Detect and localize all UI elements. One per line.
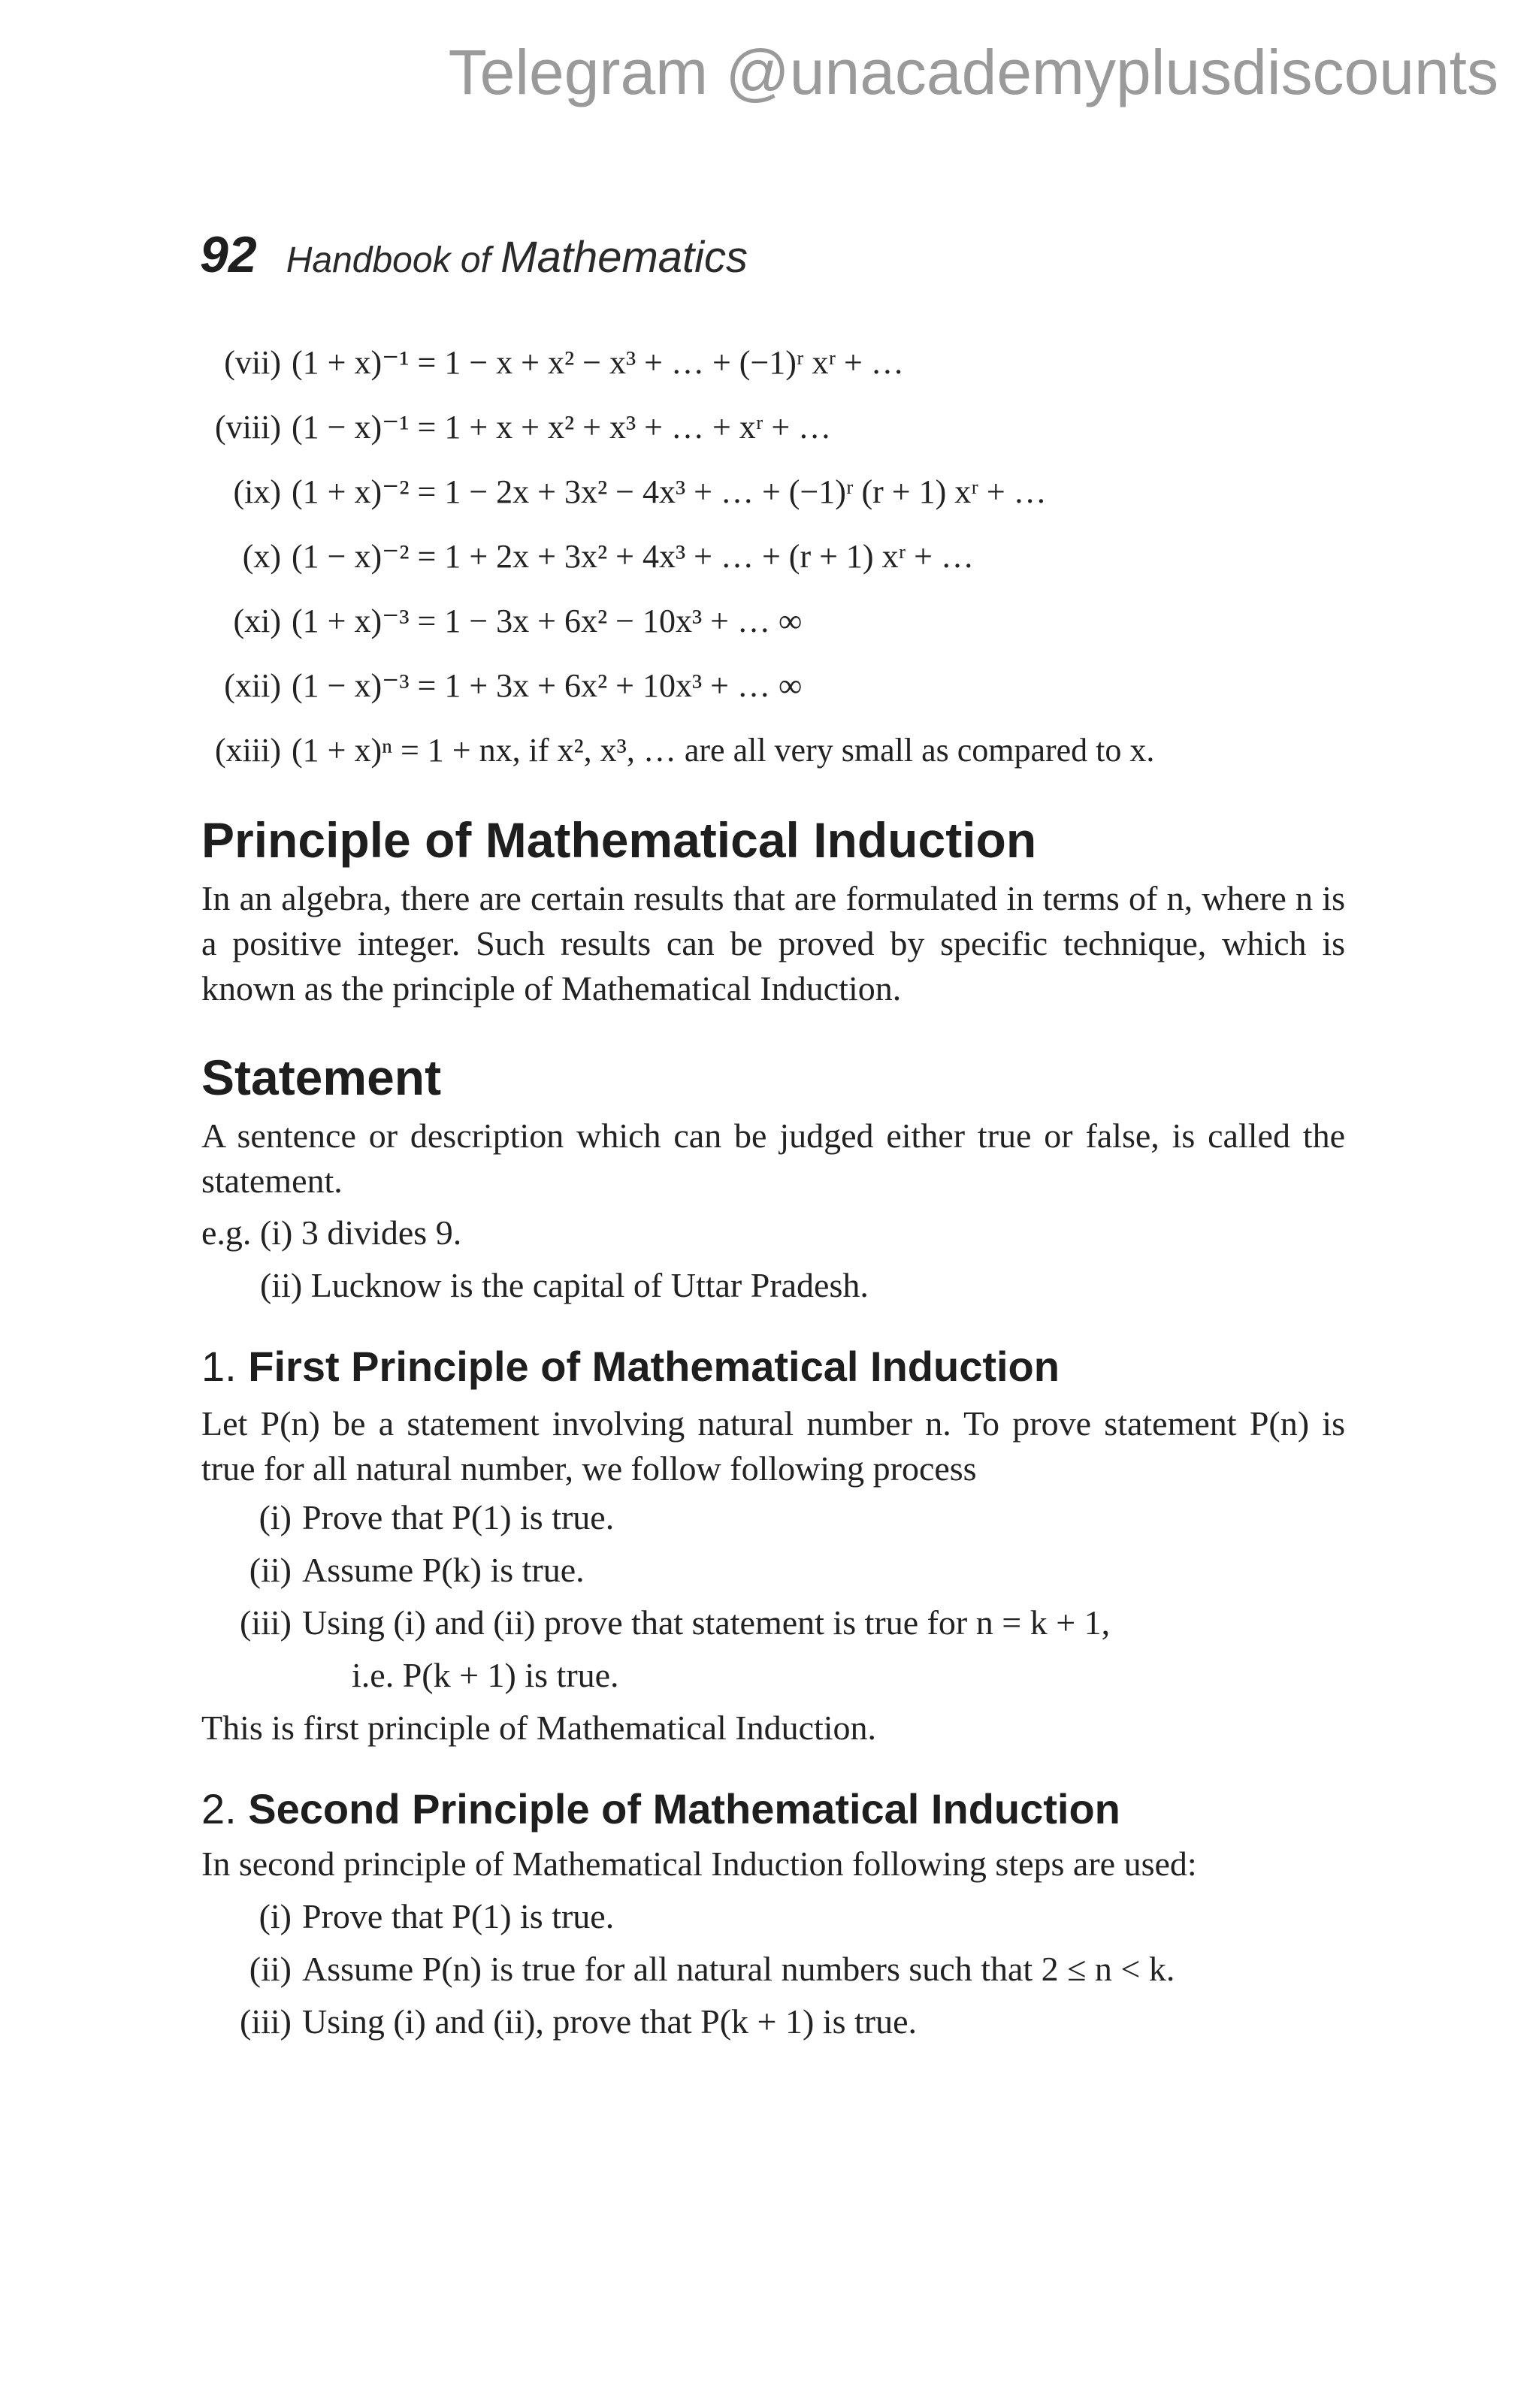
step-continuation: i.e. P(k + 1) is true. <box>352 1656 619 1694</box>
formula-expression: (1 − x)⁻¹ = 1 + x + x² + x³ + … + xʳ + … <box>292 409 832 446</box>
formula-number: (vii) <box>224 344 281 381</box>
step-number: (i) <box>259 1897 292 1935</box>
statement-paragraph: A sentence or description which can be judged either true or false, is called the statement. <box>201 1116 1345 1200</box>
step-text: Using (i) and (ii), prove that P(k + 1) is true. <box>302 2002 918 2041</box>
section-heading-induction: Principle of Mathematical Induction <box>201 812 1037 868</box>
formula-expression: (1 + x)ⁿ = 1 + nx, if x², x³, … are all very small as compared to x. <box>292 732 1155 769</box>
step-item <box>201 1491 1345 1544</box>
subsection-number: 2. <box>201 1785 237 1832</box>
induction-paragraph: In an algebra, there are certain results that are formulated in terms of n, where n is a positive integer. Such results can be proved by specific technique, which is known as the principle of Mathematical Induction. <box>201 879 1345 1008</box>
step-item <box>201 1544 1345 1597</box>
step-text: Prove that P(1) is true. <box>302 1897 615 1935</box>
second-principle-intro: In second principle of Mathematical Induction following steps are used: <box>201 1845 1197 1883</box>
formula-number: (x) <box>242 538 281 575</box>
book-title-big: Mathematics <box>500 233 748 282</box>
formula-line <box>201 331 1345 395</box>
formula-list <box>201 331 1345 783</box>
formula-number: (xiii) <box>215 732 281 769</box>
page-content <box>201 331 1345 2048</box>
formula-line <box>201 718 1345 783</box>
step-number: (ii) <box>249 1551 292 1589</box>
step-item <box>201 1597 1345 1649</box>
subsection-heading-second-principle <box>201 1784 1345 1833</box>
formula-expression: (1 − x)⁻³ = 1 + 3x + 6x² + 10x³ + … ∞ <box>292 667 803 704</box>
book-title <box>286 233 748 282</box>
subsection-title: First Principle of Mathematical Induction <box>248 1343 1060 1390</box>
step-number: (iii) <box>240 1603 292 1642</box>
section-heading-statement: Statement <box>201 1050 442 1105</box>
step-text: Using (i) and (ii) prove that statement is true for n = k + 1, <box>302 1603 1111 1642</box>
formula-number: (xii) <box>224 667 281 704</box>
formula-expression: (1 + x)⁻¹ = 1 − x + x² − x³ + … + (−1)ʳ xʳ + … <box>292 344 904 381</box>
subsection-title: Second Principle of Mathematical Induction <box>248 1785 1120 1832</box>
first-principle-intro: Let P(n) be a statement involving natural number n. To prove statement P(n) is true for all natural number, we follow following process <box>201 1404 1345 1488</box>
formula-line <box>201 654 1345 718</box>
formula-line <box>201 395 1345 460</box>
formula-line <box>201 524 1345 589</box>
formula-number: (ix) <box>233 473 281 510</box>
formula-expression: (1 + x)⁻³ = 1 − 3x + 6x² − 10x³ + … ∞ <box>292 603 803 639</box>
formula-line <box>201 589 1345 654</box>
formula-number: (viii) <box>215 409 281 446</box>
step-number: (ii) <box>249 1950 292 1988</box>
watermark: Telegram @unacademyplusdiscounts <box>448 37 1498 107</box>
formula-expression: (1 − x)⁻² = 1 + 2x + 3x² + 4x³ + … + (r + 1) xʳ + … <box>292 538 974 575</box>
formula-expression: (1 + x)⁻² = 1 − 2x + 3x² − 4x³ + … + (−1)ʳ (r + 1) xʳ + … <box>292 473 1047 510</box>
step-text: Assume P(k) is true. <box>302 1551 585 1589</box>
step-text: Assume P(n) is true for all natural numbers such that 2 ≤ n < k. <box>302 1950 1175 1988</box>
example-line-2: (ii) Lucknow is the capital of Uttar Pradesh. <box>260 1266 869 1304</box>
book-title-small: Handbook of <box>286 240 491 280</box>
example-line-1: e.g. (i) 3 divides 9. <box>201 1213 462 1252</box>
step-item <box>201 1943 1345 1996</box>
first-principle-closing: This is first principle of Mathematical Induction. <box>201 1709 877 1747</box>
step-number: (i) <box>259 1498 292 1536</box>
subsection-heading-first-principle <box>201 1342 1345 1391</box>
step-number: (iii) <box>240 2002 292 2041</box>
subsection-number: 1. <box>201 1343 237 1390</box>
formula-line <box>201 460 1345 524</box>
step-text: Prove that P(1) is true. <box>302 1498 615 1536</box>
step-item <box>201 1996 1345 2048</box>
step-item <box>201 1890 1345 1943</box>
formula-number: (xi) <box>233 603 281 639</box>
running-head <box>200 225 748 284</box>
page-number: 92 <box>200 226 257 283</box>
